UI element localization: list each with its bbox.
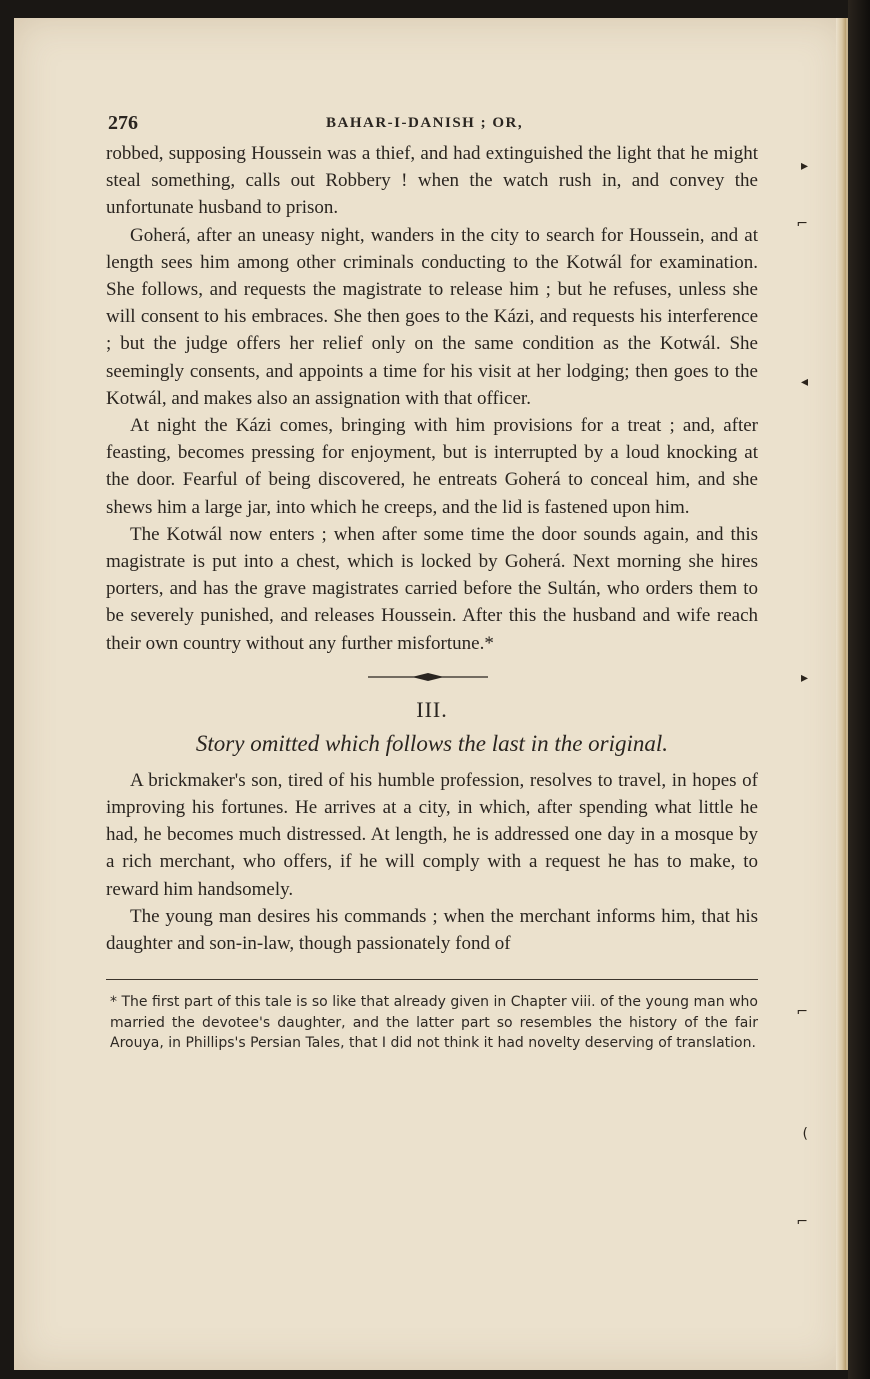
- margin-mark: ▸: [800, 670, 808, 686]
- book-spine: [848, 0, 870, 1379]
- page-content: [106, 112, 758, 1054]
- margin-mark: ◂: [800, 374, 808, 390]
- footnote: * The first part of this tale is so like that already given in Chapter viii. of the young man who married the devotee's daughter, and the latter part so resembles the history of the fair Arouya, in Phillips's Persian Tales, that I did not think it had novelty deserving of translation.: [110, 994, 758, 1052]
- margin-mark: (: [802, 1126, 808, 1142]
- paragraph: The young man desires his commands ; when the merchant informs him, that his daughter and son-in-law, though passionately fond of: [106, 905, 758, 955]
- paragraph: The Kotwál now enters ; when after some time the door sounds again, and this magistrate is put into a chest, which is locked by Goherá. Next morning she hires porters, and has the grave magistrates carried before the Sultán, who orders them to be severely punished, and releases Houssein. After this the husband and wife reach their own country without any further misfortune.*: [106, 523, 758, 654]
- section-title: Story omitted which follows the last in the original.: [195, 730, 669, 756]
- ornament-divider: [368, 671, 488, 683]
- margin-mark: ⌐: [796, 1214, 808, 1230]
- margin-mark: ⌐: [796, 216, 808, 232]
- footnote-rule: [106, 979, 758, 980]
- section-number: III.: [416, 696, 448, 722]
- paragraph: At night the Kázi comes, bringing with him provisions for a treat ; and, after feasting, becomes pressing for enjoyment, but is interrupted by a loud knocking at the door. Fearful of being discovered, he entreats Goherá to conceal him, and she shews him a large jar, into which he creeps, and the lid is fastened upon him.: [106, 415, 758, 518]
- paragraph: Goherá, after an uneasy night, wanders in the city to search for Houssein, and at length sees him among other criminals conducting to the Kotwál for examination. She follows, and requests the magistrate to release him ; but he refuses, unless she will consent to his embraces. She then goes to the Kázi, and requests his interference ; but the judge offers her relief only on the same condition as the Kotwál. She seemingly consents, and appoints a time for his visit at her lodging; then goes to the Kotwál, and makes also an assignation with that officer.: [106, 224, 758, 409]
- margin-mark: ▸: [800, 158, 808, 174]
- page-edge: [836, 18, 846, 1370]
- paragraph: A brickmaker's son, tired of his humble profession, resolves to travel, in hopes of improving his fortunes. He arrives at a city, in which, after spending what little he had, he becomes much distressed. At length, he is addressed one day in a mosque by a rich merchant, who offers, if he will comply with a request he has to make, to reward him handsomely.: [106, 769, 758, 900]
- running-title: BAHAR-I-DANISH ; OR,: [326, 115, 524, 131]
- margin-mark: ⌐: [796, 1004, 808, 1020]
- page-number: 276: [108, 112, 138, 134]
- running-head: [106, 112, 758, 140]
- paragraph: robbed, supposing Houssein was a thief, and had extinguished the light that he might steal something, calls out Robbery ! when the watch rush in, and convey the unfortunate husband to prison.: [106, 143, 758, 219]
